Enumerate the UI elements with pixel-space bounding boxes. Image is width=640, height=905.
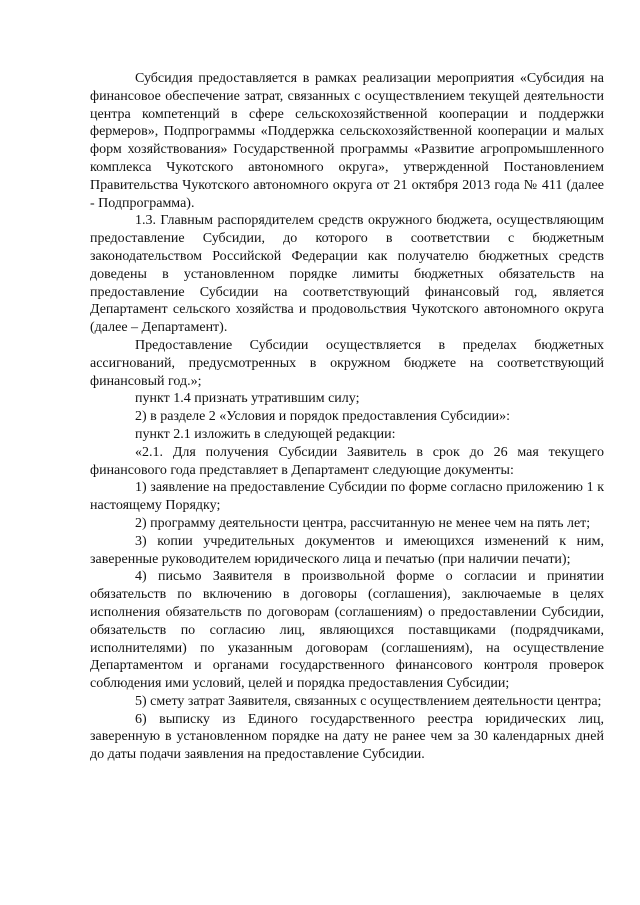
paragraph-section-2-heading: 2) в разделе 2 «Условия и порядок предоставления Субсидии»: xyxy=(135,409,511,425)
list-item-5-cost-estimate: 5) смету затрат Заявителя, связанных с осуществлением деятельности центра; xyxy=(135,693,602,709)
list-item-6-registry-extract: 6) выписку из Единого государственного реестра юридических лиц, заверенную в установленном порядке на дату не ранее чем за 30 календарных дней до даты подачи заявления на предоставление Субсидии. xyxy=(90,711,604,763)
paragraph-1-4-repealed: пункт 1.4 признать утратившим силу; xyxy=(135,391,360,407)
list-item-3-founding-documents: 3) копии учредительных документов и имеющихся изменений к ним, заверенные руководителем юридического лица и печатью (при наличии печати); xyxy=(90,533,604,567)
paragraph-1-3-main-administrator: 1.3. Главным распорядителем средств окружного бюджета, осуществляющим предоставление Субсидии, до которого в соответствии с бюджетным законодательством Российской Федерации как получателю бюджетных средств доведены в установленном порядке лимиты бюджетных обязательств на предоставление Субсидии на соответствующий финансовый год, является Департамент сельского хозяйства и продовольствия Чукотского автономного округа (далее – Департамент). xyxy=(90,213,604,336)
list-item-2-program: 2) программу деятельности центра, рассчитанную не менее чем на пять лет; xyxy=(135,515,591,531)
paragraph-2-1-documents-list: «2.1. Для получения Субсидии Заявитель в срок до 26 мая текущего финансового года представляет в Департамент следующие документы: xyxy=(90,444,604,478)
document-page xyxy=(90,70,604,764)
paragraph-subsidy-measure: Субсидия предоставляется в рамках реализации мероприятия «Субсидия на финансовое обеспечение затрат, связанных с осуществлением текущей деятельности центра компетенций в сфере сельскохозяйственной кооперации и поддержки фермеров», Подпрограммы «Поддержка сельскохозяйственной кооперации и малых форм хозяйствования» Государственной программы «Развитие агропромышленного комплекса Чукотского автономного округа», утвержденной Постановлением Правительства Чукотского автономного округа от 21 октября 2013 года № 411 (далее - Подпрограмма). xyxy=(90,71,604,211)
list-item-4-consent-letter: 4) письмо Заявителя в произвольной форме о согласии и принятии обязательств по включению в договоры (соглашения), заключаемые в целях исполнения обязательств по договорам (соглашениям) о предоставлении Субсидии, обязательств по согласию лиц, являющихся поставщиками (подрядчиками, исполнителями) по указанным договорам (соглашениям), на осуществление Департаментом и органами государственного финансового контроля проверок соблюдения ими условий, целей и порядка предоставления Субсидии; xyxy=(90,569,604,692)
paragraph-budget-limits: Предоставление Субсидии осуществляется в пределах бюджетных ассигнований, предусмотренных в окружном бюджете на соответствующий финансовый год.»; xyxy=(90,337,604,389)
list-item-1-application: 1) заявление на предоставление Субсидии по форме согласно приложению 1 к настоящему Порядку; xyxy=(90,480,604,514)
paragraph-2-1-new-wording: пункт 2.1 изложить в следующей редакции: xyxy=(135,426,396,442)
